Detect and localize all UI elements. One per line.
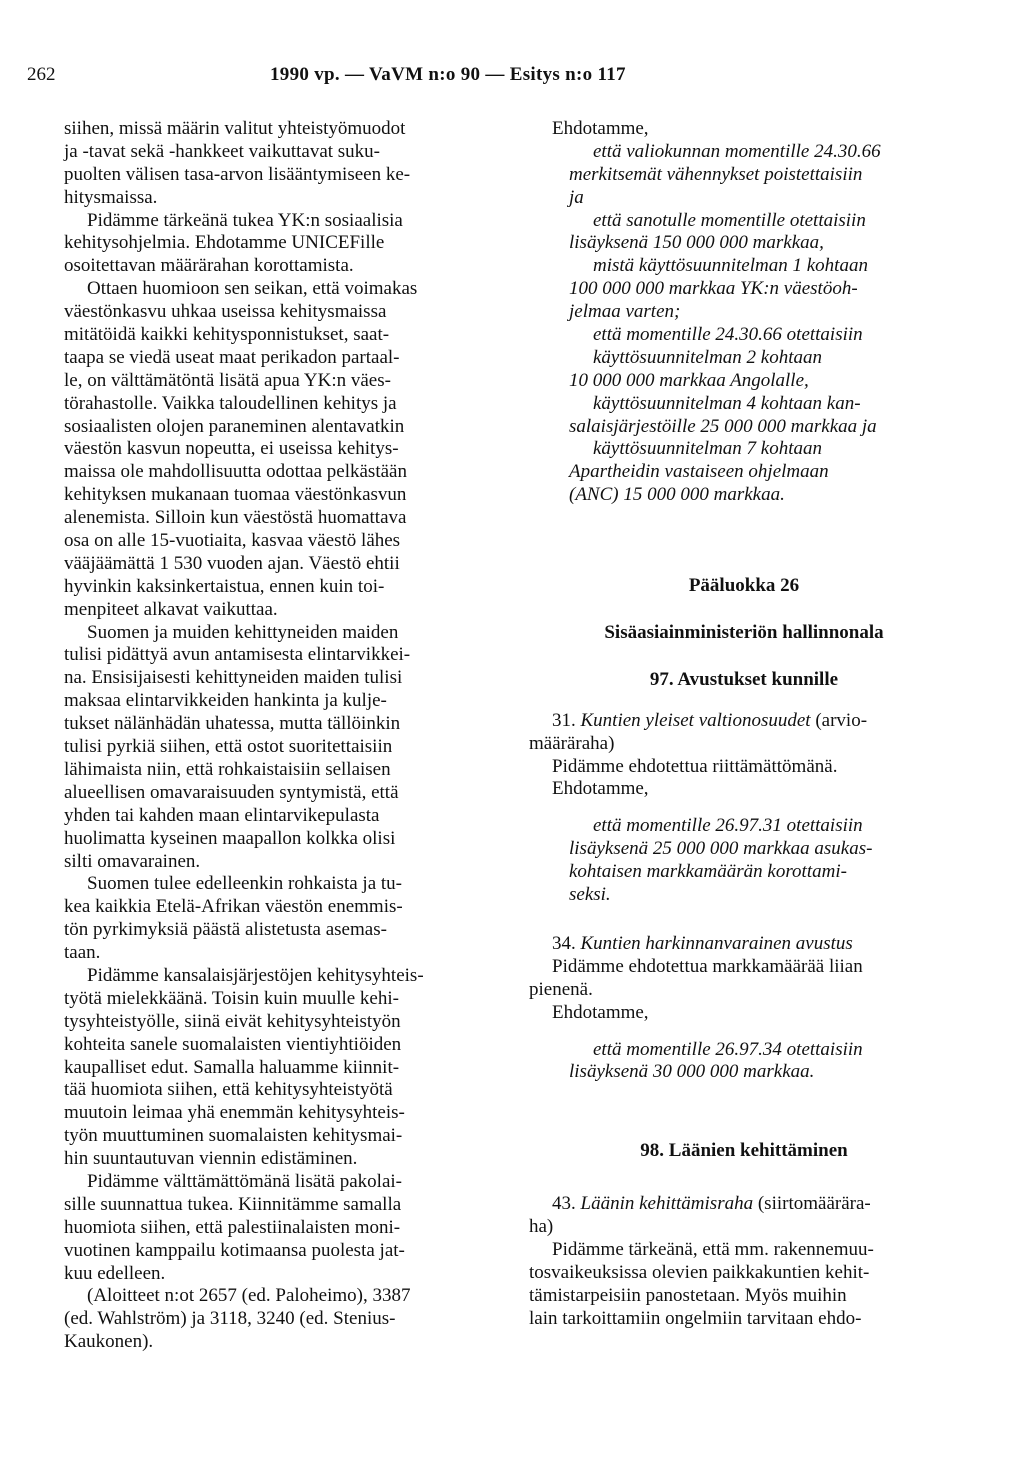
body-text-line: (ed. Wahlström) ja 3118, 3240 (ed. Stenius-: [64, 1308, 396, 1330]
item-43-body: [529, 1239, 959, 1331]
body-text-line: huomiota siihen, että palestiinalaisten moni-: [64, 1216, 401, 1238]
body-text-line: tön pyrkimyksiä päästä alistetusta asemas-: [64, 919, 387, 941]
section-98-title: 98. Läänien kehittäminen: [640, 1140, 848, 1162]
page-number: 262: [27, 64, 56, 85]
proposal-line: (ANC) 15 000 000 markkaa.: [569, 484, 785, 506]
proposal-block: [529, 141, 959, 507]
body-text-line: (Aloitteet n:ot 2657 (ed. Paloheimo), 3387: [87, 1285, 411, 1307]
item-43-number: 43.: [552, 1193, 576, 1215]
body-text-line: maksaa elintarvikkeiden hankinta ja kulje-: [64, 690, 387, 712]
body-text-line: alueellisen omavaraisuuden syntymistä, että: [64, 781, 399, 803]
body-text-line: tukset nälänhädän uhatessa, mutta tällöinkin: [64, 713, 401, 735]
left-column: [64, 118, 492, 1354]
body-text-line: na. Ensisijaisesti kehittyneiden maiden tulisi: [64, 667, 403, 689]
body-text-line: Pidämme tärkeänä tukea YK:n sosiaalisia: [87, 209, 403, 231]
item-31-proposal: [529, 815, 959, 907]
body-text-line: lähimaista niin, että rohkaistaisiin sellaisen: [64, 758, 391, 780]
proposal-line: käyttösuunnitelman 2 kohtaan: [593, 346, 823, 368]
body-text-line: silti omavarainen.: [64, 850, 201, 872]
body-text-line: tämistarpeisiin panostetaan. Myös muihin: [529, 1284, 847, 1306]
right-column: [529, 118, 959, 1331]
item-34-statement: Pidämme ehdotettua markkamäärää liian: [552, 955, 863, 977]
proposal-line: ja: [569, 186, 584, 208]
proposal-line: käyttösuunnitelman 4 kohtaan kan-: [593, 392, 861, 414]
body-text-line: tää huomiota siihen, että kehitysyhteistyötä: [64, 1079, 393, 1101]
body-text-line: le, on välttämätöntä lisätä apua YK:n väes-: [64, 369, 391, 391]
section-main-title: Pääluokka 26: [688, 575, 800, 597]
item-31-intro: Ehdotamme,: [552, 778, 649, 800]
body-text-line: kuu edelleen.: [64, 1262, 166, 1284]
body-text-line: vuotinen kamppailu kotimaansa puolesta jat-: [64, 1239, 405, 1261]
item-34-heading: [529, 933, 959, 956]
proposal-line: merkitsemät vähennykset poistettaisiin: [569, 163, 863, 185]
body-text-line: osoitettavan määrärahan korottamista.: [64, 255, 354, 277]
proposal-line: että momentille 26.97.34 otettaisiin: [593, 1038, 863, 1060]
body-text-line: taapa se viedä useat maat perikadon partaal-: [64, 346, 400, 368]
proposal-line: mistä käyttösuunnitelman 1 kohtaan: [593, 255, 868, 277]
body-text-line: vääjäämättä 1 530 vuoden ajan. Väestö ehtii: [64, 552, 400, 574]
proposal-line: salaisjärjestöille 25 000 000 markkaa ja: [569, 415, 877, 437]
body-text-line: väestön kasvun nopeutta, ei useissa kehitys-: [64, 438, 399, 460]
item-43-line2: ha): [529, 1216, 554, 1238]
body-text-line: sosiaalisten olojen paraneminen alentavatkin: [64, 415, 405, 437]
proposal-line: käyttösuunnitelman 7 kohtaan: [593, 438, 823, 460]
section-ministry-title: Sisäasiainministeriön hallinnonala: [604, 622, 884, 644]
body-text-line: työn muuttuminen suomalaisten kehitysmai-: [64, 1125, 403, 1147]
body-text-line: kehityksen mukanaan tuomaa väestönkasvun: [64, 484, 407, 506]
body-text-line: Pidämme tärkeänä, että mm. rakennemuu-: [552, 1238, 874, 1260]
item-34-intro: Ehdotamme,: [552, 1001, 649, 1023]
body-text-line: puolten välisen tasa-arvon lisääntymiseen ke-: [64, 163, 411, 185]
body-text-line: kehitysohjelmia. Ehdotamme UNICEFille: [64, 232, 385, 254]
body-text-line: sille suunnattua tukea. Kiinnitämme samalla: [64, 1193, 402, 1215]
proposal-line: 100 000 000 markkaa YK:n väestöoh-: [569, 278, 858, 300]
item-43-heading: [529, 1193, 959, 1216]
proposal-line: että valiokunnan momentille 24.30.66: [593, 140, 881, 162]
running-head: 1990 vp. — VaVM n:o 90 — Esitys n:o 117: [270, 64, 626, 85]
body-text-line: taan.: [64, 942, 101, 964]
body-text-line: väestönkasvu uhkaa useissa kehitysmaissa: [64, 301, 387, 323]
item-31-statement: Pidämme ehdotettua riittämättömänä.: [552, 755, 838, 777]
proposal-line: että momentille 26.97.31 otettaisiin: [593, 815, 863, 837]
body-text-line: muutoin leimaa yhä enemmän kehitysyhteis-: [64, 1102, 405, 1124]
body-text-line: Suomen tulee edelleenkin rohkaista ja tu-: [87, 873, 402, 895]
body-text-line: törahastolle. Vaikka taloudellinen kehitys ja: [64, 392, 397, 414]
body-text-line: maissa ole mahdollisuutta odottaa pelkästään: [64, 461, 407, 483]
item-43-title: Läänin kehittämisraha: [580, 1193, 754, 1215]
item-31-suffix: (arvio-: [815, 709, 868, 731]
proposal-line: että momentille 24.30.66 otettaisiin: [593, 324, 863, 346]
proposal-line: lisäyksenä 30 000 000 markkaa.: [569, 1061, 815, 1083]
body-text-line: alenemista. Silloin kun väestöstä huomattava: [64, 507, 407, 529]
body-text-line: tysyhteistyölle, siinä eivät kehitysyhteistyön: [64, 1010, 401, 1032]
proposal-line: Apartheidin vastaiseen ohjelmaan: [569, 461, 829, 483]
body-text-line: kaupalliset edut. Samalla haluamme kiinnit-: [64, 1056, 400, 1078]
body-text-line: menpiteet alkavat vaikuttaa.: [64, 598, 278, 620]
proposal-line: seksi.: [569, 884, 611, 906]
section-97-title: 97. Avustukset kunnille: [649, 668, 839, 690]
body-text-line: kea kaikkia Etelä-Afrikan väestön enemmis-: [64, 896, 403, 918]
body-text-line: siihen, missä määrin valitut yhteistyömuodot: [64, 118, 406, 139]
item-31-line2: määräraha): [529, 732, 615, 754]
body-text-line: kohteita sanele suomalaisten vientiyhtiöiden: [64, 1033, 402, 1055]
item-31-number: 31.: [552, 709, 576, 731]
item-34-statement2: pienenä.: [529, 978, 593, 1000]
body-text-line: Pidämme välttämättömänä lisätä pakolai-: [87, 1170, 402, 1192]
item-34-number: 34.: [552, 932, 576, 954]
body-text-line: hin suuntautuvan viennin edistäminen.: [64, 1148, 358, 1170]
body-text-line: Ottaen huomioon sen seikan, että voimakas: [87, 278, 418, 300]
proposal-line: että sanotulle momentille otettaisiin: [593, 209, 866, 231]
body-text-line: lain tarkoittamiin ongelmiin tarvitaan ehdo-: [529, 1307, 862, 1329]
body-text-line: mitätöidä kaikki kehitysponnistukset, saat-: [64, 324, 390, 346]
body-text-line: Suomen ja muiden kehittyneiden maiden: [87, 621, 399, 643]
body-text-line: osa on alle 15-vuotiaita, kasvaa väestö lähes: [64, 530, 401, 552]
body-text-line: hyvinkin kaksinkertaistua, ennen kuin toi-: [64, 575, 385, 597]
body-text-line: yhden tai kahden maan elintarvikepulasta: [64, 804, 380, 826]
body-text-line: huolimatta kyseinen maapallon kolkka olisi: [64, 827, 396, 849]
item-31-heading: [529, 710, 959, 733]
proposal-line: 10 000 000 markkaa Angolalle,: [569, 369, 809, 391]
proposal-line: jelmaa varten;: [569, 301, 681, 323]
body-text-line: tulisi pyrkiä siihen, että ostot suoritettaisiin: [64, 736, 393, 758]
item-34-title: Kuntien harkinnanvarainen avustus: [580, 932, 853, 954]
item-43-suffix: (siirtomäärära-: [757, 1193, 871, 1215]
body-text-line: hitysmaissa.: [64, 186, 158, 208]
proposal-line: lisäyksenä 150 000 000 markkaa,: [569, 232, 824, 254]
proposal-line: kohtaisen markkamäärän korottami-: [569, 861, 847, 883]
body-text-line: tosvaikeuksissa olevien paikkakuntien kehit-: [529, 1261, 870, 1283]
body-text-line: työtä mielekkäänä. Toisin kuin muulle kehi-: [64, 987, 399, 1009]
body-text-line: tulisi pidättyä avun antamisesta elintarvikkei-: [64, 644, 411, 666]
body-text-line: ja -tavat sekä -hankkeet vaikuttavat suku-: [64, 140, 381, 162]
item-34-proposal: [529, 1039, 959, 1085]
body-text-line: Kaukonen).: [64, 1331, 154, 1353]
proposal-intro: Ehdotamme,: [552, 118, 649, 139]
body-text-line: Pidämme kansalaisjärjestöjen kehitysyhteis-: [87, 964, 424, 986]
item-31-title: Kuntien yleiset valtionosuudet: [580, 709, 811, 731]
proposal-line: lisäyksenä 25 000 000 markkaa asukas-: [569, 838, 873, 860]
